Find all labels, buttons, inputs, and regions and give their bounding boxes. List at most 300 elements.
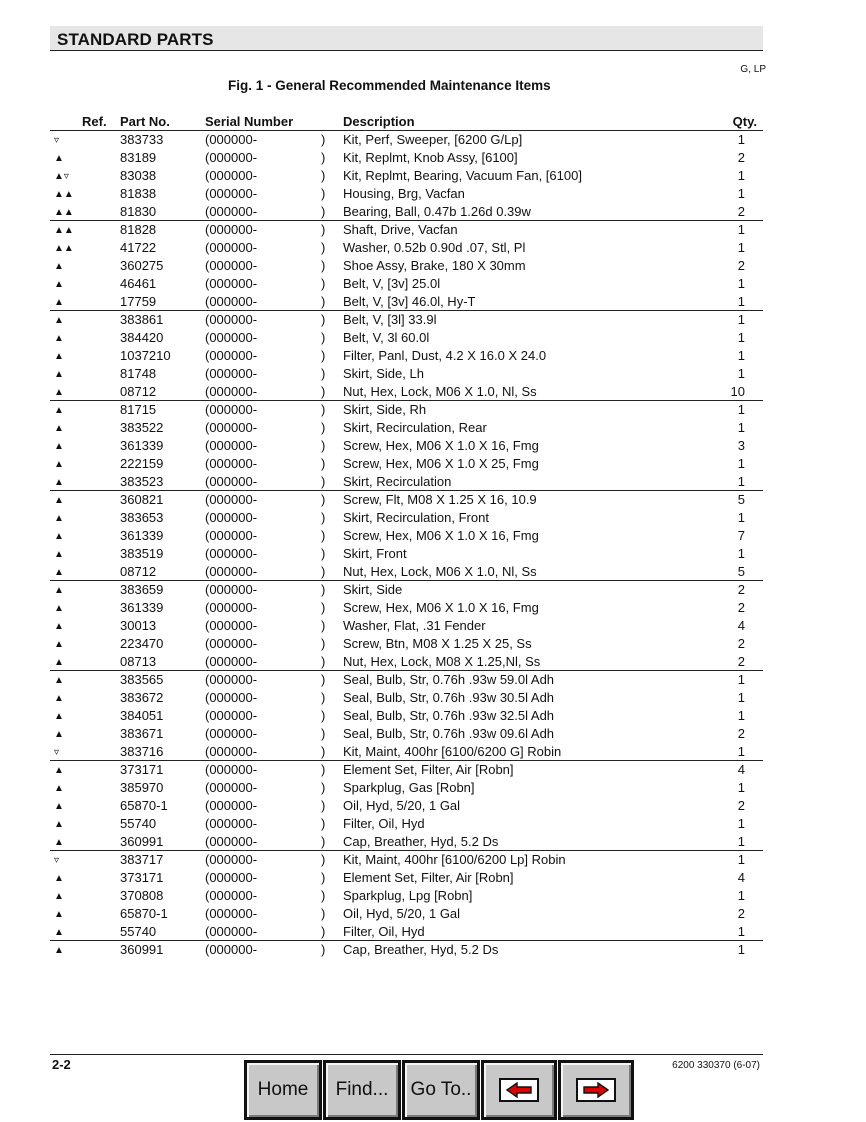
serial-number: (000000- — [205, 690, 258, 705]
ref-symbol: ▲ — [54, 153, 64, 164]
table-row — [50, 347, 763, 365]
serial-number: (000000- — [205, 204, 258, 219]
quantity: 5 — [737, 564, 745, 579]
serial-number: (000000- — [205, 402, 258, 417]
serial-close-paren: ) — [321, 546, 326, 561]
table-row — [50, 203, 763, 221]
table-row — [50, 401, 763, 419]
description: Sparkplug, Lpg [Robn] — [343, 888, 473, 903]
ref-symbol: ▲ — [54, 783, 64, 794]
part-number: 1037210 — [120, 348, 171, 363]
part-number: 383717 — [120, 852, 164, 867]
table-row — [50, 743, 763, 761]
part-number: 373171 — [120, 762, 164, 777]
description: Skirt, Side, Rh — [343, 402, 427, 417]
ref-symbol: ▲ — [54, 945, 64, 956]
quantity: 1 — [737, 852, 745, 867]
part-number: 360275 — [120, 258, 164, 273]
ref-symbol: ▲ — [54, 675, 64, 686]
serial-number: (000000- — [205, 258, 258, 273]
ref-symbol: ▲ — [54, 549, 64, 560]
serial-number: (000000- — [205, 528, 258, 543]
figure-title: Fig. 1 - General Recommended Maintenance Items — [228, 78, 551, 93]
home-button[interactable]: Home — [244, 1060, 322, 1120]
table-row — [50, 797, 763, 815]
serial-number: (000000- — [205, 276, 258, 291]
part-number: 55740 — [120, 924, 157, 939]
serial-number: (000000- — [205, 744, 258, 759]
part-number: 81748 — [120, 366, 157, 381]
serial-close-paren: ) — [321, 294, 326, 309]
table-row — [50, 545, 763, 563]
table-row — [50, 131, 763, 149]
table-header — [50, 112, 763, 131]
serial-number: (000000- — [205, 510, 258, 525]
table-row — [50, 221, 763, 239]
quantity: 1 — [737, 366, 745, 381]
table-row — [50, 167, 763, 185]
quantity: 1 — [737, 942, 745, 957]
description: Oil, Hyd, 5/20, 1 Gal — [343, 906, 461, 921]
ref-symbol: ▲ — [54, 909, 64, 920]
model-tag: G, LP — [740, 64, 766, 75]
serial-close-paren: ) — [321, 510, 326, 525]
previous-page-button[interactable] — [481, 1060, 557, 1120]
serial-close-paren: ) — [321, 942, 326, 957]
description: Nut, Hex, Lock, M06 X 1.0, Nl, Ss — [343, 384, 537, 399]
part-number: 360991 — [120, 942, 164, 957]
description: Nut, Hex, Lock, M08 X 1.25,Nl, Ss — [343, 654, 541, 669]
description: Cap, Breather, Hyd, 5.2 Ds — [343, 834, 499, 849]
quantity: 2 — [737, 582, 745, 597]
quantity: 4 — [737, 870, 745, 885]
table-row — [50, 887, 763, 905]
description: Seal, Bulb, Str, 0.76h .93w 32.5l Adh — [343, 708, 555, 723]
quantity: 1 — [737, 348, 745, 363]
ref-symbol: ▲ — [54, 927, 64, 938]
quantity: 1 — [737, 546, 745, 561]
description: Screw, Hex, M06 X 1.0 X 16, Fmg — [343, 528, 539, 543]
serial-close-paren: ) — [321, 150, 326, 165]
serial-close-paren: ) — [321, 762, 326, 777]
description: Seal, Bulb, Str, 0.76h .93w 30.5l Adh — [343, 690, 555, 705]
table-row — [50, 635, 763, 653]
part-number: 383653 — [120, 510, 164, 525]
serial-close-paren: ) — [321, 348, 326, 363]
quantity: 1 — [737, 240, 745, 255]
serial-close-paren: ) — [321, 636, 326, 651]
description: Shoe Assy, Brake, 180 X 30mm — [343, 258, 526, 273]
quantity: 1 — [737, 456, 745, 471]
quantity: 2 — [737, 654, 745, 669]
serial-number: (000000- — [205, 780, 258, 795]
serial-number: (000000- — [205, 636, 258, 651]
description: Shaft, Drive, Vacfan — [343, 222, 458, 237]
right-arrow-icon — [576, 1078, 616, 1102]
serial-close-paren: ) — [321, 492, 326, 507]
part-number: 360821 — [120, 492, 164, 507]
serial-number: (000000- — [205, 456, 258, 471]
description: Element Set, Filter, Air [Robn] — [343, 870, 514, 885]
ref-symbol: ▲ — [54, 765, 64, 776]
ref-symbol: ▲ — [54, 315, 64, 326]
quantity: 1 — [737, 186, 745, 201]
serial-close-paren: ) — [321, 834, 326, 849]
ref-symbol: ▲ — [54, 621, 64, 632]
serial-close-paren: ) — [321, 168, 326, 183]
quantity: 1 — [737, 330, 745, 345]
description: Screw, Btn, M08 X 1.25 X 25, Ss — [343, 636, 532, 651]
part-number: 383671 — [120, 726, 164, 741]
description: Kit, Maint, 400hr [6100/6200 G] Robin — [343, 744, 562, 759]
table-row — [50, 617, 763, 635]
part-number: 370808 — [120, 888, 164, 903]
serial-number: (000000- — [205, 672, 258, 687]
part-number: 46461 — [120, 276, 157, 291]
ref-symbol: ▲ — [54, 729, 64, 740]
quantity: 1 — [737, 474, 745, 489]
serial-close-paren: ) — [321, 654, 326, 669]
description: Screw, Hex, M06 X 1.0 X 16, Fmg — [343, 600, 539, 615]
serial-close-paren: ) — [321, 456, 326, 471]
quantity: 7 — [737, 528, 745, 543]
table-row — [50, 689, 763, 707]
serial-close-paren: ) — [321, 708, 326, 723]
part-number: 30013 — [120, 618, 157, 633]
table-row — [50, 185, 763, 203]
table-row — [50, 149, 763, 167]
serial-number: (000000- — [205, 150, 258, 165]
description: Bearing, Ball, 0.47b 1.26d 0.39w — [343, 204, 531, 219]
ref-symbol: ▲ — [54, 891, 64, 902]
table-row — [50, 581, 763, 599]
serial-number: (000000- — [205, 168, 258, 183]
serial-close-paren: ) — [321, 726, 326, 741]
quantity: 1 — [737, 672, 745, 687]
description: Washer, 0.52b 0.90d .07, Stl, Pl — [343, 240, 526, 255]
serial-close-paren: ) — [321, 438, 326, 453]
serial-number: (000000- — [205, 654, 258, 669]
table-row — [50, 275, 763, 293]
ref-symbol: ▲ — [54, 801, 64, 812]
serial-close-paren: ) — [321, 798, 326, 813]
ref-symbol: ▲▲ — [54, 225, 74, 236]
table-row — [50, 419, 763, 437]
serial-close-paren: ) — [321, 690, 326, 705]
quantity: 1 — [737, 744, 745, 759]
go-to-button[interactable]: Go To.. — [402, 1060, 480, 1120]
table-row — [50, 563, 763, 581]
serial-number: (000000- — [205, 924, 258, 939]
serial-number: (000000- — [205, 438, 258, 453]
ref-symbol: ▲ — [54, 513, 64, 524]
part-number: 383672 — [120, 690, 164, 705]
quantity: 1 — [737, 834, 745, 849]
ref-symbol: ▲▲ — [54, 207, 74, 218]
part-number: 383733 — [120, 132, 164, 147]
quantity: 1 — [737, 510, 745, 525]
table-row — [50, 779, 763, 797]
part-number: 384051 — [120, 708, 164, 723]
ref-symbol: ▿ — [54, 747, 60, 758]
description: Cap, Breather, Hyd, 5.2 Ds — [343, 942, 499, 957]
part-number: 383659 — [120, 582, 164, 597]
part-number: 383716 — [120, 744, 164, 759]
section-title: STANDARD PARTS — [57, 30, 214, 49]
serial-close-paren: ) — [321, 330, 326, 345]
part-number: 361339 — [120, 528, 164, 543]
quantity: 1 — [737, 690, 745, 705]
serial-close-paren: ) — [321, 186, 326, 201]
serial-number: (000000- — [205, 618, 258, 633]
serial-number: (000000- — [205, 906, 258, 921]
serial-close-paren: ) — [321, 528, 326, 543]
part-number: 373171 — [120, 870, 164, 885]
description: Filter, Panl, Dust, 4.2 X 16.0 X 24.0 — [343, 348, 547, 363]
serial-close-paren: ) — [321, 222, 326, 237]
description: Oil, Hyd, 5/20, 1 Gal — [343, 798, 461, 813]
part-number: 361339 — [120, 438, 164, 453]
serial-number: (000000- — [205, 816, 258, 831]
serial-number: (000000- — [205, 348, 258, 363]
part-number: 383519 — [120, 546, 164, 561]
part-number: 65870-1 — [120, 906, 168, 921]
ref-symbol: ▲ — [54, 873, 64, 884]
part-number: 223470 — [120, 636, 164, 651]
quantity: 2 — [737, 150, 745, 165]
description: Screw, Hex, M06 X 1.0 X 25, Fmg — [343, 456, 539, 471]
serial-close-paren: ) — [321, 672, 326, 687]
description: Skirt, Recirculation, Front — [343, 510, 489, 525]
part-number: 360991 — [120, 834, 164, 849]
description: Skirt, Front — [343, 546, 407, 561]
serial-number: (000000- — [205, 834, 258, 849]
header-description: Description — [343, 114, 415, 129]
serial-close-paren: ) — [321, 906, 326, 921]
table-row — [50, 311, 763, 329]
ref-symbol: ▲ — [54, 657, 64, 668]
table-row — [50, 437, 763, 455]
quantity: 1 — [737, 402, 745, 417]
serial-close-paren: ) — [321, 852, 326, 867]
description: Belt, V, [3v] 25.0l — [343, 276, 441, 291]
description: Skirt, Recirculation, Rear — [343, 420, 487, 435]
part-number: 383565 — [120, 672, 164, 687]
part-number: 81838 — [120, 186, 157, 201]
table-body — [50, 131, 763, 959]
table-row — [50, 941, 763, 959]
page-number: 2-2 — [52, 1057, 71, 1072]
quantity: 1 — [737, 924, 745, 939]
ref-symbol: ▲ — [54, 531, 64, 542]
next-page-button[interactable] — [558, 1060, 634, 1120]
serial-close-paren: ) — [321, 924, 326, 939]
table-row — [50, 257, 763, 275]
part-number: 361339 — [120, 600, 164, 615]
description: Skirt, Side, Lh — [343, 366, 424, 381]
ref-symbol: ▲ — [54, 279, 64, 290]
description: Skirt, Side — [343, 582, 403, 597]
serial-number: (000000- — [205, 546, 258, 561]
header-ref: Ref. — [82, 114, 107, 129]
ref-symbol: ▲ — [54, 567, 64, 578]
table-row — [50, 455, 763, 473]
ref-symbol: ▲ — [54, 639, 64, 650]
document-id: 6200 330370 (6-07) — [672, 1060, 760, 1071]
serial-close-paren: ) — [321, 600, 326, 615]
table-row — [50, 527, 763, 545]
description: Element Set, Filter, Air [Robn] — [343, 762, 514, 777]
description: Kit, Replmt, Knob Assy, [6100] — [343, 150, 518, 165]
serial-number: (000000- — [205, 708, 258, 723]
part-number: 383861 — [120, 312, 164, 327]
description: Seal, Bulb, Str, 0.76h .93w 59.0l Adh — [343, 672, 555, 687]
part-number: 55740 — [120, 816, 157, 831]
quantity: 1 — [737, 276, 745, 291]
quantity: 2 — [737, 258, 745, 273]
quantity: 1 — [737, 420, 745, 435]
part-number: 17759 — [120, 294, 157, 309]
part-number: 81828 — [120, 222, 157, 237]
description: Belt, V, [3l] 33.9l — [343, 312, 437, 327]
ref-symbol: ▲ — [54, 477, 64, 488]
quantity: 1 — [737, 312, 745, 327]
table-row — [50, 833, 763, 851]
table-row — [50, 815, 763, 833]
header-qty: Qty. — [732, 114, 757, 129]
ref-symbol: ▲ — [54, 423, 64, 434]
description: Seal, Bulb, Str, 0.76h .93w 09.6l Adh — [343, 726, 555, 741]
part-number: 08712 — [120, 564, 157, 579]
serial-close-paren: ) — [321, 870, 326, 885]
quantity: 1 — [737, 888, 745, 903]
find-button[interactable]: Find... — [323, 1060, 401, 1120]
ref-symbol: ▲ — [54, 387, 64, 398]
serial-close-paren: ) — [321, 474, 326, 489]
description: Kit, Replmt, Bearing, Vacuum Fan, [6100] — [343, 168, 582, 183]
description: Belt, V, [3v] 46.0l, Hy-T — [343, 294, 476, 309]
serial-close-paren: ) — [321, 420, 326, 435]
serial-number: (000000- — [205, 294, 258, 309]
part-number: 222159 — [120, 456, 164, 471]
table-row — [50, 671, 763, 689]
table-row — [50, 761, 763, 779]
serial-number: (000000- — [205, 564, 258, 579]
quantity: 2 — [737, 798, 745, 813]
quantity: 2 — [737, 726, 745, 741]
serial-number: (000000- — [205, 474, 258, 489]
ref-symbol: ▲ — [54, 261, 64, 272]
quantity: 1 — [737, 132, 745, 147]
table-row — [50, 365, 763, 383]
ref-symbol: ▲ — [54, 351, 64, 362]
ref-symbol: ▲ — [54, 819, 64, 830]
header-part-no: Part No. — [120, 114, 170, 129]
ref-symbol: ▿ — [54, 135, 60, 146]
quantity: 2 — [737, 636, 745, 651]
navigation-bar — [244, 1060, 635, 1122]
serial-number: (000000- — [205, 870, 258, 885]
table-row — [50, 599, 763, 617]
quantity: 1 — [737, 294, 745, 309]
serial-number: (000000- — [205, 726, 258, 741]
ref-symbol: ▲ — [54, 369, 64, 380]
serial-close-paren: ) — [321, 582, 326, 597]
serial-number: (000000- — [205, 600, 258, 615]
serial-number: (000000- — [205, 222, 258, 237]
ref-symbol: ▲ — [54, 837, 64, 848]
part-number: 08712 — [120, 384, 157, 399]
part-number: 81830 — [120, 204, 157, 219]
quantity: 4 — [737, 762, 745, 777]
table-row — [50, 293, 763, 311]
serial-number: (000000- — [205, 492, 258, 507]
serial-number: (000000- — [205, 330, 258, 345]
quantity: 1 — [737, 816, 745, 831]
ref-symbol: ▲ — [54, 603, 64, 614]
description: Filter, Oil, Hyd — [343, 816, 425, 831]
ref-symbol: ▲ — [54, 711, 64, 722]
serial-close-paren: ) — [321, 276, 326, 291]
serial-number: (000000- — [205, 384, 258, 399]
ref-symbol: ▲ — [54, 405, 64, 416]
ref-symbol: ▲▲ — [54, 243, 74, 254]
serial-close-paren: ) — [321, 204, 326, 219]
description: Housing, Brg, Vacfan — [343, 186, 465, 201]
serial-close-paren: ) — [321, 366, 326, 381]
part-number: 385970 — [120, 780, 164, 795]
serial-close-paren: ) — [321, 888, 326, 903]
quantity: 1 — [737, 780, 745, 795]
table-row — [50, 707, 763, 725]
ref-symbol: ▲ — [54, 585, 64, 596]
table-row — [50, 383, 763, 401]
description: Skirt, Recirculation — [343, 474, 452, 489]
table-row — [50, 923, 763, 941]
description: Sparkplug, Gas [Robn] — [343, 780, 475, 795]
ref-symbol: ▲ — [54, 297, 64, 308]
footer-divider — [50, 1054, 763, 1055]
part-number: 83189 — [120, 150, 157, 165]
part-number: 383523 — [120, 474, 164, 489]
serial-number: (000000- — [205, 582, 258, 597]
serial-number: (000000- — [205, 888, 258, 903]
serial-number: (000000- — [205, 852, 258, 867]
left-arrow-icon — [499, 1078, 539, 1102]
part-number: 384420 — [120, 330, 164, 345]
table-row — [50, 509, 763, 527]
table-row — [50, 905, 763, 923]
description: Screw, Flt, M08 X 1.25 X 16, 10.9 — [343, 492, 537, 507]
serial-close-paren: ) — [321, 240, 326, 255]
serial-number: (000000- — [205, 762, 258, 777]
description: Kit, Perf, Sweeper, [6200 G/Lp] — [343, 132, 523, 147]
serial-number: (000000- — [205, 798, 258, 813]
serial-number: (000000- — [205, 942, 258, 957]
table-row — [50, 239, 763, 257]
serial-close-paren: ) — [321, 618, 326, 633]
header-serial-number: Serial Number — [205, 114, 294, 129]
quantity: 2 — [737, 906, 745, 921]
description: Kit, Maint, 400hr [6100/6200 Lp] Robin — [343, 852, 566, 867]
quantity: 1 — [737, 168, 745, 183]
serial-number: (000000- — [205, 186, 258, 201]
part-number: 41722 — [120, 240, 157, 255]
part-number: 81715 — [120, 402, 157, 417]
parts-table — [50, 112, 763, 959]
ref-symbol: ▲ — [54, 495, 64, 506]
serial-close-paren: ) — [321, 258, 326, 273]
